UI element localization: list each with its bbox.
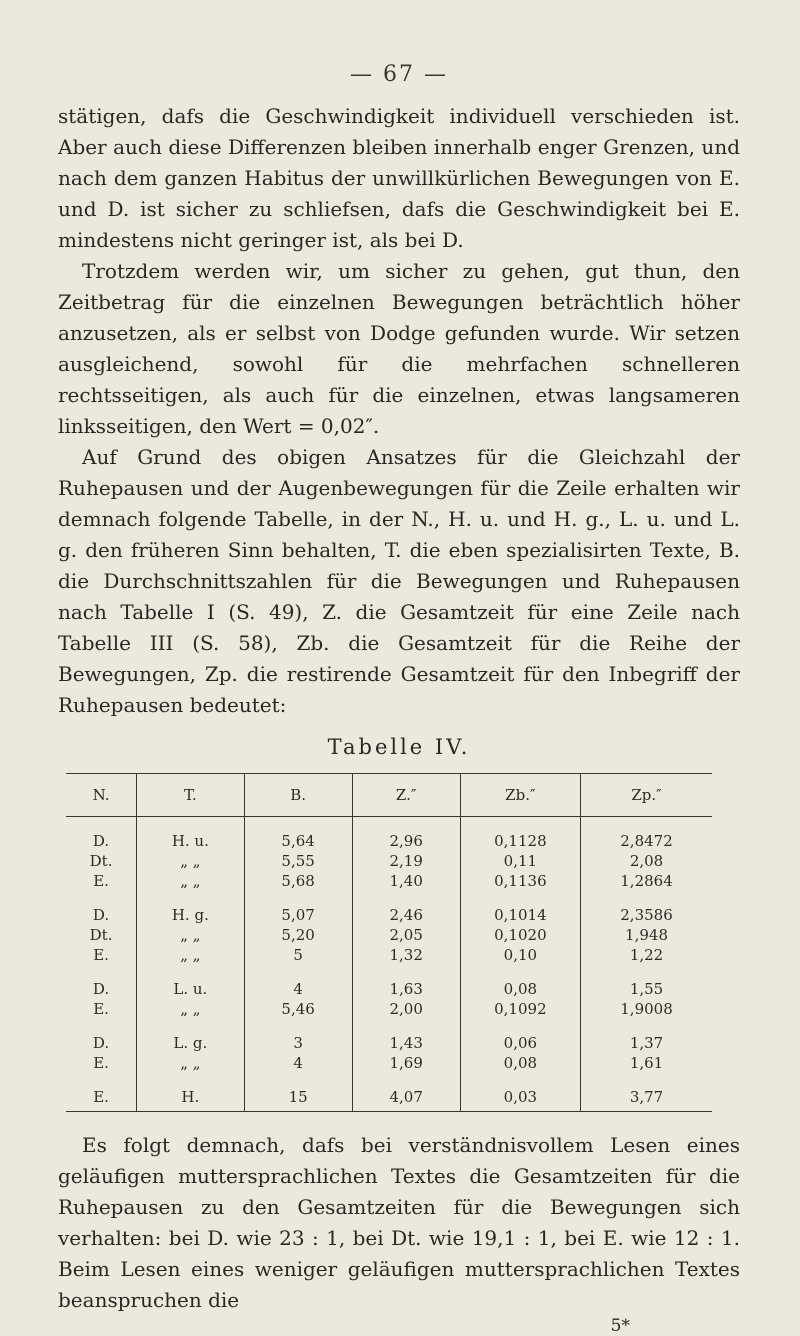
table-cell: 2,8472 (581, 817, 712, 852)
table-cell: Dt. (89, 926, 113, 944)
table-cell: 1,55 (581, 965, 712, 999)
paragraph-2: Trotzdem werden wir, um sicher zu gehen, gut thun, den Zeitbetrag für die einzelnen Bewegungen beträchtlich höher anzusetzen, als er selbst von Dodge gefunden wurde. Wir setzen ausgleichend, sowohl für die mehrfachen schnelleren rechtsseitigen, als auch für die einzelnen, etwas langsameren linksseitigen, den Wert = 0,02″. (58, 259, 740, 438)
table-row (66, 817, 712, 852)
table-cell: 0,06 (460, 1019, 580, 1053)
table-row (66, 945, 712, 965)
table-cell: 4 (244, 965, 352, 999)
table-cell: 5,20 (244, 925, 352, 945)
table-title: Tabelle IV. (327, 735, 471, 759)
table-cell: 5,46 (244, 999, 352, 1019)
table-row (66, 871, 712, 891)
table-cell: 2,00 (352, 999, 460, 1019)
table-cell: 2,05 (352, 925, 460, 945)
header-t: T. (137, 774, 244, 817)
table-cell: „ „ (137, 999, 244, 1019)
table-cell: 2,19 (352, 851, 460, 871)
table-row (66, 1019, 712, 1053)
table-cell: E. (66, 1073, 137, 1112)
table-cell: 0,1014 (460, 891, 580, 925)
table-cell: 0,10 (460, 945, 580, 965)
table-cell: 0,08 (460, 1053, 580, 1073)
table-cell: E. (93, 1000, 109, 1018)
table-cell: 1,37 (581, 1019, 712, 1053)
table-cell: 0,1020 (460, 925, 580, 945)
table-body (66, 817, 712, 1112)
table-cell: 1,61 (581, 1053, 712, 1073)
table-cell: 0,08 (460, 965, 580, 999)
table-cell: E. (93, 946, 109, 964)
table-cell: D. (92, 1034, 110, 1052)
table-cell: D. (92, 980, 110, 998)
table-row (66, 1053, 712, 1073)
table-cell: 3 (244, 1019, 352, 1053)
table-cell: 1,2864 (581, 871, 712, 891)
table-cell: 2,96 (352, 817, 460, 852)
table-cell: „ „ (137, 1053, 244, 1073)
table-cell: 1,948 (581, 925, 712, 945)
signature-mark: 5* (610, 1316, 630, 1336)
table-cell: 4 (244, 1053, 352, 1073)
table-cell: L. u. (137, 965, 244, 999)
table-cell: 1,40 (352, 871, 460, 891)
paragraph-4: Es folgt demnach, dafs bei verständnisvollem Lesen eines geläufigen muttersprachlichen Textes die Gesamtzeiten für die Ruhepausen zu den Gesamtzeiten für die Bewegungen sich verhalten: bei D. wie 23 : 1, bei Dt. wie 19,1 : 1, bei E. wie 12 : 1. Beim Lesen eines weniger geläufigen muttersprachlichen Textes beanspruchen die (58, 1133, 740, 1312)
page-number: — 67 — (350, 62, 448, 87)
table-row (66, 999, 712, 1019)
table-cell: E. (93, 872, 109, 890)
table-cell: L. g. (137, 1019, 244, 1053)
table-cell: H. u. (137, 817, 244, 852)
data-table (66, 773, 712, 1112)
table-cell: „ „ (137, 925, 244, 945)
table-cell: E. (93, 1054, 109, 1072)
table-cell: 3,77 (581, 1073, 712, 1112)
table-cell: D. (92, 906, 110, 924)
table-cell: 0,03 (460, 1073, 580, 1112)
table-header-row (66, 774, 712, 817)
table-row (66, 965, 712, 999)
table-cell: 1,9008 (581, 999, 712, 1019)
header-b: B. (244, 774, 352, 817)
header-n: N. (66, 774, 137, 817)
table-cell: 1,69 (352, 1053, 460, 1073)
table-cell: 1,43 (352, 1019, 460, 1053)
table-cell: D. (92, 832, 110, 850)
table-cell: 5,07 (244, 891, 352, 925)
table-cell: „ „ (137, 871, 244, 891)
table-cell: Dt. (89, 852, 113, 870)
table-cell: 4,07 (352, 1073, 460, 1112)
table-cell: H. g. (137, 891, 244, 925)
table-cell: „ „ (137, 851, 244, 871)
paragraph-1: stätigen, dafs die Geschwindigkeit individuell verschieden ist. Aber auch diese Differenzen bleiben innerhalb enger Grenzen, und nach dem ganzen Habitus der unwillkürlichen Bewegungen von E. und D. ist sicher zu schliefsen, dafs die Geschwindigkeit bei E. mindestens nicht geringer ist, als bei D. (58, 104, 740, 252)
table-row (66, 1073, 712, 1112)
table-cell: 1,32 (352, 945, 460, 965)
header-zb: Zb.″ (460, 774, 580, 817)
table-cell: 5,68 (244, 871, 352, 891)
table-cell: 2,3586 (581, 891, 712, 925)
table-cell: 2,46 (352, 891, 460, 925)
table-cell: 15 (244, 1073, 352, 1112)
table-cell: 0,1128 (460, 817, 580, 852)
table-cell: 5 (244, 945, 352, 965)
header-zp: Zp.″ (581, 774, 712, 817)
table-cell: H. (137, 1073, 244, 1112)
table-cell: 0,11 (460, 851, 580, 871)
table-cell: 2,08 (581, 851, 712, 871)
table-row (66, 925, 712, 945)
table-row (66, 891, 712, 925)
table-row (66, 851, 712, 871)
table-cell: 1,63 (352, 965, 460, 999)
table-cell: 5,64 (244, 817, 352, 852)
header-z: Z.″ (352, 774, 460, 817)
table-cell: 1,22 (581, 945, 712, 965)
table-cell: 0,1092 (460, 999, 580, 1019)
paragraph-3: Auf Grund des obigen Ansatzes für die Gleichzahl der Ruhepausen und der Augenbewegungen für die Zeile erhalten wir demnach folgende Tabelle, in der N., H. u. und H. g., L. u. und L. g. den früheren Sinn behalten, T. die eben spezialisirten Texte, B. die Durchschnittszahlen für die Bewegungen und Ruhepausen nach Tabelle I (S. 49), Z. die Gesamtzeit für eine Zeile nach Tabelle III (S. 58), Zb. die Gesamtzeit für die Reihe der Bewegungen, Zp. die restirende Gesamtzeit für den Inbegriff der Ruhepausen bedeutet: (58, 445, 740, 717)
table-cell: 5,55 (244, 851, 352, 871)
table-cell: 0,1136 (460, 871, 580, 891)
table-cell: „ „ (137, 945, 244, 965)
